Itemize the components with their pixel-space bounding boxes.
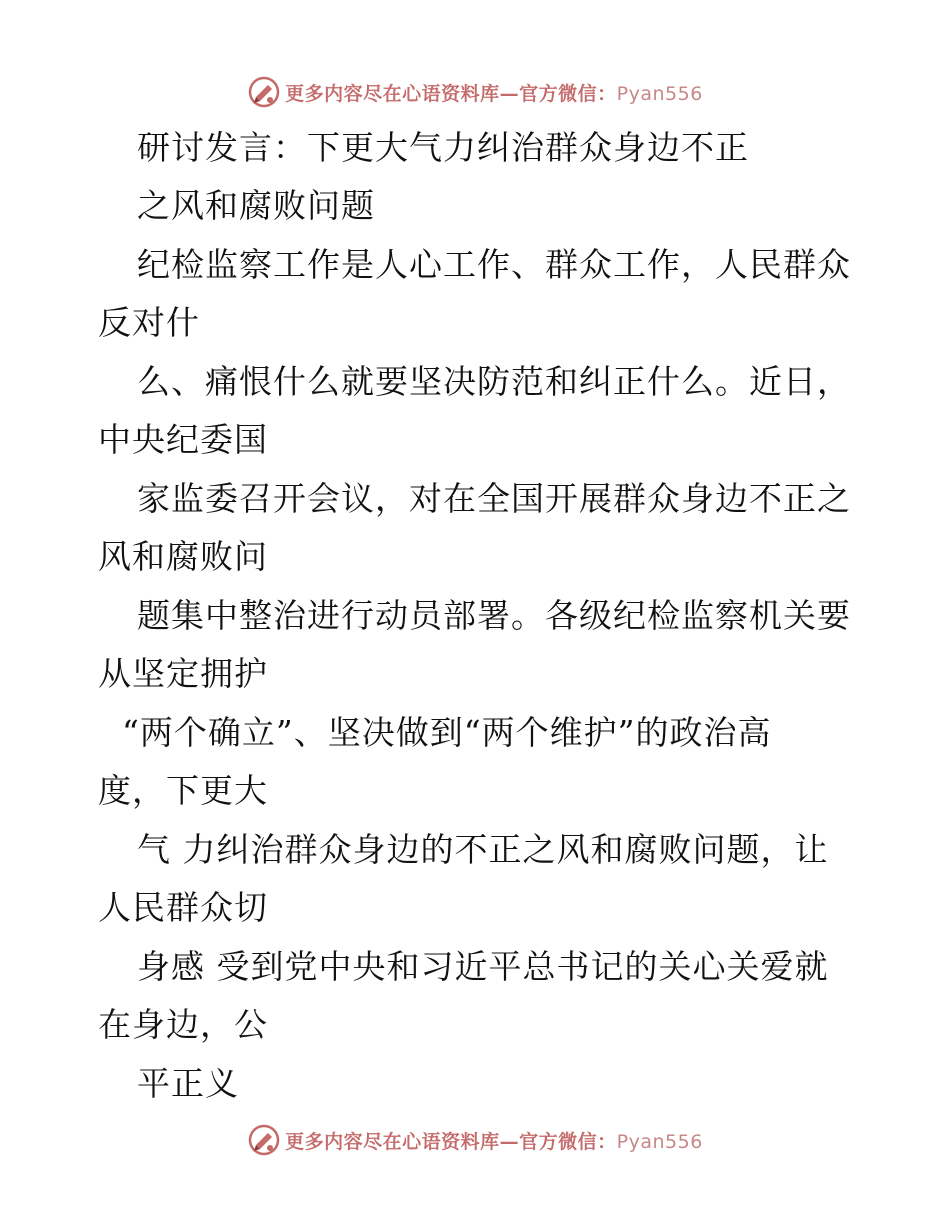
body-line: 中央纪委国: [98, 420, 268, 459]
footer-watermark: [0, 1120, 950, 1160]
body-line: 身感 受到党中央和习近平总书记的关心关爱就: [137, 947, 829, 986]
header-watermark: [0, 72, 950, 112]
body-line: 人民群众切: [98, 888, 268, 927]
body-line: 气 力纠治群众身边的不正之风和腐败问题，让: [137, 830, 829, 869]
body-line: 风和腐败问: [98, 537, 268, 576]
document-pen-logo-icon: [247, 75, 281, 109]
document-title-line-1: 研讨发言：下更大气力纠治群众身边不正: [137, 128, 749, 167]
watermark-text: [285, 79, 703, 106]
watermark-text-cn: 更多内容尽在心语资料库—官方微信：: [285, 1130, 617, 1153]
body-line: 家监委召开会议，对在全国开展群众身边不正之: [137, 479, 851, 518]
body-line: 反对什: [98, 303, 200, 342]
body-line: 纪检监察工作是人心工作、群众工作，人民群众: [137, 245, 851, 284]
body-line: 在身边，公: [98, 1005, 268, 1044]
body-line: “两个确立”、坚决做到“两个维护”的政治高: [122, 713, 772, 752]
watermark-wechat-id: Pyan556: [616, 82, 703, 105]
watermark-wechat-id: Pyan556: [616, 1130, 703, 1153]
document-pen-logo-icon: [247, 1123, 281, 1157]
body-line: 从坚定拥护: [98, 654, 268, 693]
watermark-text: [285, 1127, 703, 1154]
watermark-text-cn: 更多内容尽在心语资料库—官方微信：: [285, 82, 617, 105]
body-line: 么、痛恨什么就要坚决防范和纠正什么。近日，: [137, 362, 851, 401]
body-line: 度，下更大: [98, 771, 268, 810]
body-line: 平正义: [137, 1064, 239, 1103]
document-title-line-2: 之风和腐败问题: [137, 186, 375, 225]
body-line: 题集中整治进行动员部署。各级纪检监察机关要: [137, 596, 851, 635]
